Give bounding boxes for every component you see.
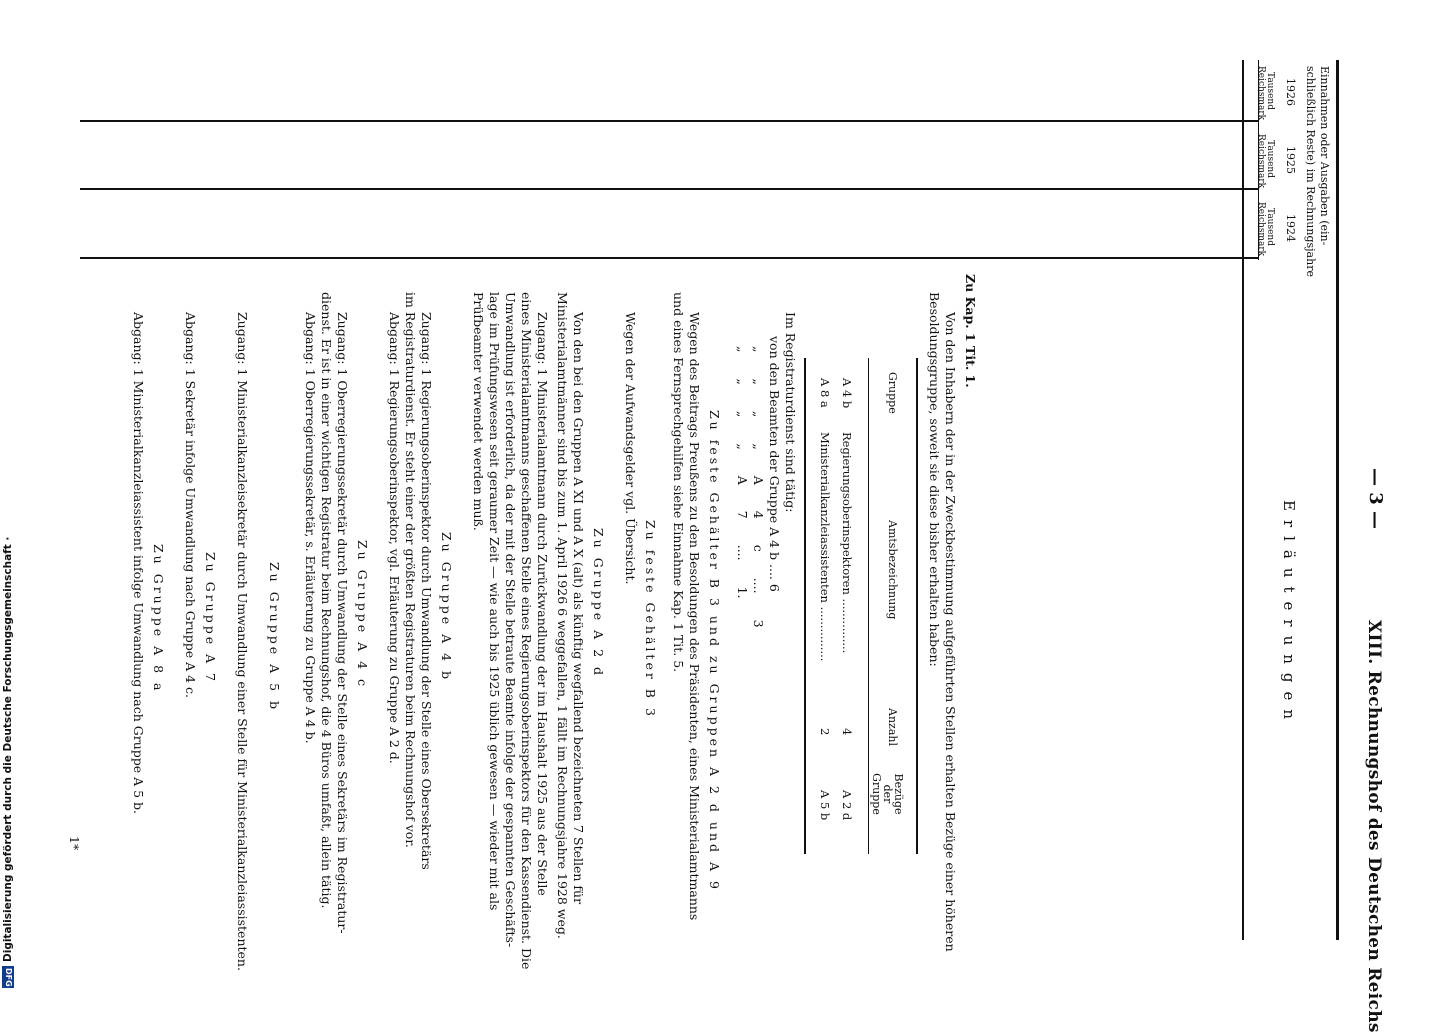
unit-1925: Tausend Reichsmark (1256, 134, 1275, 189)
column-header-main-2: schließlich Reste) im Rechnungsjahre (1304, 66, 1317, 277)
unit-1924: Tausend Reichsmark (1256, 202, 1275, 257)
header-top-rule (1336, 60, 1339, 940)
a2d-heading: Zu Gruppe A 2 d (591, 528, 606, 679)
a2d-line-3: Zugang: 1 Ministerialamtmann durch Zurückwandlung der im Haushalt 1925 aus der Stelle (535, 312, 550, 896)
column-rule-1925 (80, 188, 1258, 190)
a2d-line-2: Ministerialamtmänner sind bis zum 1. April 1926 6 weggefallen, 1 fällt im Rechnungsjahre 1928 weg. (555, 292, 570, 939)
kap-heading: Zu Kap. 1 Tit. 1. (963, 274, 978, 388)
table-header-anzahl: Anzahl (886, 708, 899, 746)
registratur-line-1: Im Registraturdienst sind tätig: (783, 312, 798, 513)
a2d-line-1: Von den bei den Gruppen A XI und A X (alt) als künftig wegfallend bezeichneten 7 Stellen für (571, 312, 586, 905)
table-col-divider-3 (804, 752, 805, 854)
unit-1926: Tausend Reichsmark (1256, 66, 1275, 121)
registratur-line-4: „ „ „ „ A 7 .... 1. (735, 346, 750, 599)
digitization-note: Digitalisierung gefördert durch die Deutsche Forschungsgemeinschaft · (2, 536, 14, 962)
table-rule-header (868, 358, 869, 854)
header-divider-rule (1242, 60, 1244, 940)
a2d-line-7: Prüfbeamter verwendet werden muß. (471, 292, 486, 531)
a5b-line-1: Zugang: 1 Ministerialkanzleisekretär durch Umwandlung einer Stelle für Ministerialkanzleiassistenten. (235, 312, 250, 971)
a7-line-1: Abgang: 1 Sekretär infolge Umwandlung nach Gruppe A 4 c. (183, 312, 198, 699)
table-header-bezuege: Bezüge der Gruppe (870, 773, 905, 815)
a2d-line-4: eines Ministerialamtmanns geschaffenen Stelle eines Regierungsoberinspektors für den Kassendienst. Die (519, 292, 534, 970)
table-row-1-bezuege: A 2 d (840, 790, 854, 821)
registratur-line-2: von den Beamten der Gruppe A 4 b .... 6 (767, 336, 782, 592)
table-header-gruppe: Gruppe (886, 372, 899, 414)
fest-b3b-heading: Zu feste Gehälter B 3 (643, 520, 658, 719)
a4b-line-1: Zugang: 1 Regierungsoberinspektor durch Umwandlung der Stelle eines Obersekretärs (419, 312, 434, 870)
a4b-line-3: Abgang: 1 Regierungsoberinspektor, vgl. Erläuterung zu Gruppe A 2 d. (387, 312, 402, 764)
a2d-line-6: lage im Prüfungswesen seit geraumer Zeit — wie auch bis 1925 üblich gewesen — wieder mit als (487, 292, 502, 911)
a4c-line-1: Zugang: 1 Oberregierungssekretär durch Umwandlung der Stelle eines Sekretärs im Registratur- (335, 312, 350, 934)
fest-b3-line-1: Wegen des Beitrags Preußens zu den Besoldungen des Präsidenten, eines Ministerialamtmanns (687, 312, 702, 921)
table-row-2-amt: Ministerialkanzleiassistenten ............... (818, 432, 832, 662)
intro-line-2: Besoldungsgruppe, soweit sie diese bisher erhalten haben: (927, 292, 942, 667)
a4b-heading: Zu Gruppe A 4 b (439, 532, 454, 683)
a8a-line-1: Abgang: 1 Ministerialkanzleiassistent infolge Umwandlung nach Gruppe A 5 b. (131, 312, 146, 815)
table-col-divider-1 (804, 428, 805, 542)
intro-line-1: Von den Inhabern der in der Zweckbestimmung aufgeführten Stellen erhalten Bezüge einer höheren (943, 312, 958, 952)
registratur-line-3: „ „ „ „ A 4 c .... 3 (751, 346, 766, 628)
column-rule-1924 (80, 257, 1258, 259)
a2d-line-5: Umwandlung ist erforderlich, da der mit der Stelle betraute Beamte infolge der gespannten Geschäfts- (503, 292, 518, 948)
a4b-line-2: im Registraturdienst. Er steht einer der größten Registraturen beim Rechnungshof vor. (403, 292, 418, 848)
year-1926: 1926 (1284, 78, 1297, 106)
fest-b3-heading: Zu feste Gehälter B 3 und zu Gruppen A 2 d und A 9 (707, 410, 722, 892)
table-row-1-anzahl: 4 (840, 728, 854, 736)
a8a-heading: Zu Gruppe A 8 a (151, 544, 166, 694)
fest-b3-line-2: und eines Fernsprechgehilfen siehe Einnahme Kap. 1 Tit. 5. (671, 292, 686, 673)
year-1925: 1925 (1284, 146, 1297, 174)
page-number: — 3 — (1365, 468, 1386, 530)
table-rule-top (916, 358, 918, 854)
a4c-heading: Zu Gruppe A 4 c (355, 540, 370, 690)
column-rule-1926 (80, 120, 1258, 122)
table-row-2-gruppe: A 8 a (818, 378, 832, 408)
page-title: XIII. Rechnungshof des Deutschen Reichs (1364, 620, 1384, 1033)
fest-b3b-text: Wegen der Aufwandsgelder vgl. Übersicht. (623, 312, 638, 585)
table-header-amtsbezeichnung: Amtsbezeichnung (886, 520, 899, 620)
a7-heading: Zu Gruppe A 7 (203, 552, 218, 685)
table-row-2-bezuege: A 5 b (818, 790, 832, 821)
table-row-1-amt: Regierungsoberinspektoren ............... (840, 432, 854, 654)
column-header-main: Einnahmen oder Ausgaben (ein- (1318, 66, 1331, 246)
a4c-line-3: Abgang: 1 Oberregierungssekretär, s. Erläuterung zu Gruppe A 4 b. (303, 312, 318, 744)
section-title: Erläuterungen (1280, 500, 1298, 729)
signature-mark: 1* (67, 836, 82, 851)
year-1924: 1924 (1284, 214, 1297, 242)
table-row-1-gruppe: A 4 b (840, 378, 854, 409)
a5b-heading: Zu Gruppe A 5 b (267, 562, 282, 713)
table-row-2-anzahl: 2 (818, 728, 832, 736)
dfg-logo: DFG (4, 967, 13, 987)
a4c-line-2: dienst. Er ist in einer wichtigen Registratur beim Rechnungshof, die 4 Büros umfaßt, allein tätig. (319, 292, 334, 909)
